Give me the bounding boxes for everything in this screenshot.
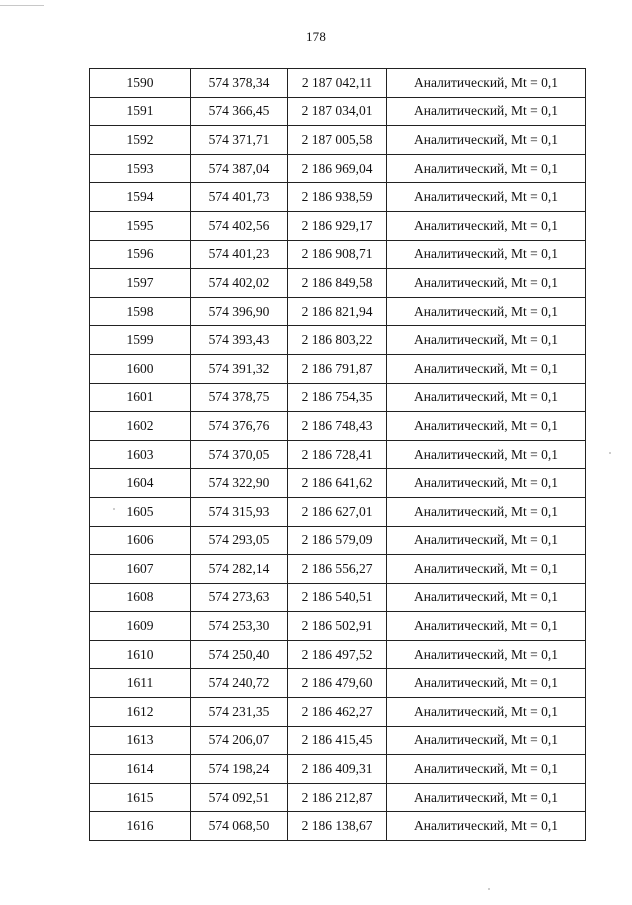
y-coordinate-cell: 2 186 754,35 bbox=[288, 383, 387, 412]
method-cell: Аналитический, Mt = 0,1 bbox=[387, 583, 586, 612]
point-number-cell: 1616 bbox=[90, 812, 191, 841]
point-number-cell: 1606 bbox=[90, 526, 191, 555]
table-row bbox=[90, 383, 586, 412]
x-coordinate-cell: 574 240,72 bbox=[191, 669, 288, 698]
method-cell: Аналитический, Mt = 0,1 bbox=[387, 440, 586, 469]
table-row bbox=[90, 755, 586, 784]
x-coordinate-cell: 574 322,90 bbox=[191, 469, 288, 498]
table-row bbox=[90, 154, 586, 183]
y-coordinate-cell: 2 186 803,22 bbox=[288, 326, 387, 355]
x-coordinate-cell: 574 366,45 bbox=[191, 97, 288, 126]
x-coordinate-cell: 574 253,30 bbox=[191, 612, 288, 641]
x-coordinate-cell: 574 393,43 bbox=[191, 326, 288, 355]
method-cell: Аналитический, Mt = 0,1 bbox=[387, 783, 586, 812]
point-number-cell: 1613 bbox=[90, 726, 191, 755]
x-coordinate-cell: 574 206,07 bbox=[191, 726, 288, 755]
method-cell: Аналитический, Mt = 0,1 bbox=[387, 97, 586, 126]
method-cell: Аналитический, Mt = 0,1 bbox=[387, 812, 586, 841]
method-cell: Аналитический, Mt = 0,1 bbox=[387, 612, 586, 641]
table-row bbox=[90, 69, 586, 98]
x-coordinate-cell: 574 401,23 bbox=[191, 240, 288, 269]
point-number-cell: 1597 bbox=[90, 269, 191, 298]
method-cell: Аналитический, Mt = 0,1 bbox=[387, 497, 586, 526]
table-row bbox=[90, 698, 586, 727]
method-cell: Аналитический, Mt = 0,1 bbox=[387, 383, 586, 412]
method-cell: Аналитический, Mt = 0,1 bbox=[387, 297, 586, 326]
y-coordinate-cell: 2 186 462,27 bbox=[288, 698, 387, 727]
table-row bbox=[90, 583, 586, 612]
point-number-cell: 1607 bbox=[90, 555, 191, 584]
point-number-cell: 1615 bbox=[90, 783, 191, 812]
x-coordinate-cell: 574 378,34 bbox=[191, 69, 288, 98]
point-number-cell: 1591 bbox=[90, 97, 191, 126]
method-cell: Аналитический, Mt = 0,1 bbox=[387, 326, 586, 355]
scan-speck bbox=[609, 452, 611, 454]
y-coordinate-cell: 2 186 497,52 bbox=[288, 640, 387, 669]
coordinates-table-container bbox=[89, 68, 585, 841]
x-coordinate-cell: 574 068,50 bbox=[191, 812, 288, 841]
point-number-cell: 1592 bbox=[90, 126, 191, 155]
point-number-cell: 1598 bbox=[90, 297, 191, 326]
point-number-cell: 1612 bbox=[90, 698, 191, 727]
table-row bbox=[90, 469, 586, 498]
table-row bbox=[90, 412, 586, 441]
table-row bbox=[90, 97, 586, 126]
x-coordinate-cell: 574 092,51 bbox=[191, 783, 288, 812]
point-number-cell: 1609 bbox=[90, 612, 191, 641]
y-coordinate-cell: 2 186 556,27 bbox=[288, 555, 387, 584]
y-coordinate-cell: 2 187 005,58 bbox=[288, 126, 387, 155]
x-coordinate-cell: 574 401,73 bbox=[191, 183, 288, 212]
x-coordinate-cell: 574 250,40 bbox=[191, 640, 288, 669]
point-number-cell: 1605 bbox=[90, 497, 191, 526]
table-row bbox=[90, 640, 586, 669]
x-coordinate-cell: 574 370,05 bbox=[191, 440, 288, 469]
method-cell: Аналитический, Mt = 0,1 bbox=[387, 469, 586, 498]
method-cell: Аналитический, Mt = 0,1 bbox=[387, 269, 586, 298]
y-coordinate-cell: 2 186 409,31 bbox=[288, 755, 387, 784]
x-coordinate-cell: 574 387,04 bbox=[191, 154, 288, 183]
method-cell: Аналитический, Mt = 0,1 bbox=[387, 69, 586, 98]
x-coordinate-cell: 574 402,56 bbox=[191, 211, 288, 240]
y-coordinate-cell: 2 186 748,43 bbox=[288, 412, 387, 441]
table-row bbox=[90, 497, 586, 526]
y-coordinate-cell: 2 186 849,58 bbox=[288, 269, 387, 298]
table-row bbox=[90, 211, 586, 240]
x-coordinate-cell: 574 273,63 bbox=[191, 583, 288, 612]
method-cell: Аналитический, Mt = 0,1 bbox=[387, 126, 586, 155]
method-cell: Аналитический, Mt = 0,1 bbox=[387, 240, 586, 269]
x-coordinate-cell: 574 231,35 bbox=[191, 698, 288, 727]
method-cell: Аналитический, Mt = 0,1 bbox=[387, 698, 586, 727]
table-row bbox=[90, 783, 586, 812]
scan-speck bbox=[113, 508, 115, 510]
table-row bbox=[90, 440, 586, 469]
point-number-cell: 1602 bbox=[90, 412, 191, 441]
coordinates-table bbox=[89, 68, 586, 841]
y-coordinate-cell: 2 186 540,51 bbox=[288, 583, 387, 612]
y-coordinate-cell: 2 187 042,11 bbox=[288, 69, 387, 98]
point-number-cell: 1610 bbox=[90, 640, 191, 669]
point-number-cell: 1600 bbox=[90, 354, 191, 383]
method-cell: Аналитический, Mt = 0,1 bbox=[387, 755, 586, 784]
method-cell: Аналитический, Mt = 0,1 bbox=[387, 183, 586, 212]
table-row bbox=[90, 297, 586, 326]
x-coordinate-cell: 574 396,90 bbox=[191, 297, 288, 326]
method-cell: Аналитический, Mt = 0,1 bbox=[387, 211, 586, 240]
x-coordinate-cell: 574 282,14 bbox=[191, 555, 288, 584]
table-row bbox=[90, 612, 586, 641]
x-coordinate-cell: 574 378,75 bbox=[191, 383, 288, 412]
y-coordinate-cell: 2 186 641,62 bbox=[288, 469, 387, 498]
method-cell: Аналитический, Mt = 0,1 bbox=[387, 354, 586, 383]
y-coordinate-cell: 2 186 969,04 bbox=[288, 154, 387, 183]
x-coordinate-cell: 574 376,76 bbox=[191, 412, 288, 441]
method-cell: Аналитический, Mt = 0,1 bbox=[387, 412, 586, 441]
x-coordinate-cell: 574 402,02 bbox=[191, 269, 288, 298]
point-number-cell: 1599 bbox=[90, 326, 191, 355]
point-number-cell: 1593 bbox=[90, 154, 191, 183]
table-row bbox=[90, 183, 586, 212]
method-cell: Аналитический, Mt = 0,1 bbox=[387, 669, 586, 698]
point-number-cell: 1594 bbox=[90, 183, 191, 212]
table-body bbox=[90, 69, 586, 841]
y-coordinate-cell: 2 186 627,01 bbox=[288, 497, 387, 526]
y-coordinate-cell: 2 186 908,71 bbox=[288, 240, 387, 269]
scan-edge-mark bbox=[0, 5, 44, 6]
y-coordinate-cell: 2 186 938,59 bbox=[288, 183, 387, 212]
point-number-cell: 1595 bbox=[90, 211, 191, 240]
table-row bbox=[90, 354, 586, 383]
point-number-cell: 1611 bbox=[90, 669, 191, 698]
table-row bbox=[90, 269, 586, 298]
x-coordinate-cell: 574 391,32 bbox=[191, 354, 288, 383]
y-coordinate-cell: 2 186 791,87 bbox=[288, 354, 387, 383]
point-number-cell: 1608 bbox=[90, 583, 191, 612]
y-coordinate-cell: 2 186 821,94 bbox=[288, 297, 387, 326]
table-row bbox=[90, 326, 586, 355]
table-row bbox=[90, 555, 586, 584]
point-number-cell: 1596 bbox=[90, 240, 191, 269]
table-row bbox=[90, 240, 586, 269]
method-cell: Аналитический, Mt = 0,1 bbox=[387, 640, 586, 669]
y-coordinate-cell: 2 187 034,01 bbox=[288, 97, 387, 126]
x-coordinate-cell: 574 293,05 bbox=[191, 526, 288, 555]
x-coordinate-cell: 574 315,93 bbox=[191, 497, 288, 526]
y-coordinate-cell: 2 186 728,41 bbox=[288, 440, 387, 469]
x-coordinate-cell: 574 198,24 bbox=[191, 755, 288, 784]
y-coordinate-cell: 2 186 929,17 bbox=[288, 211, 387, 240]
method-cell: Аналитический, Mt = 0,1 bbox=[387, 555, 586, 584]
y-coordinate-cell: 2 186 138,67 bbox=[288, 812, 387, 841]
point-number-cell: 1603 bbox=[90, 440, 191, 469]
table-row bbox=[90, 726, 586, 755]
method-cell: Аналитический, Mt = 0,1 bbox=[387, 154, 586, 183]
table-row bbox=[90, 669, 586, 698]
scan-speck bbox=[488, 888, 490, 890]
point-number-cell: 1590 bbox=[90, 69, 191, 98]
method-cell: Аналитический, Mt = 0,1 bbox=[387, 726, 586, 755]
y-coordinate-cell: 2 186 502,91 bbox=[288, 612, 387, 641]
method-cell: Аналитический, Mt = 0,1 bbox=[387, 526, 586, 555]
y-coordinate-cell: 2 186 415,45 bbox=[288, 726, 387, 755]
point-number-cell: 1614 bbox=[90, 755, 191, 784]
table-row bbox=[90, 526, 586, 555]
x-coordinate-cell: 574 371,71 bbox=[191, 126, 288, 155]
point-number-cell: 1604 bbox=[90, 469, 191, 498]
page-number: 178 bbox=[305, 29, 327, 44]
table-row bbox=[90, 812, 586, 841]
y-coordinate-cell: 2 186 479,60 bbox=[288, 669, 387, 698]
y-coordinate-cell: 2 186 579,09 bbox=[288, 526, 387, 555]
point-number-cell: 1601 bbox=[90, 383, 191, 412]
table-row bbox=[90, 126, 586, 155]
y-coordinate-cell: 2 186 212,87 bbox=[288, 783, 387, 812]
